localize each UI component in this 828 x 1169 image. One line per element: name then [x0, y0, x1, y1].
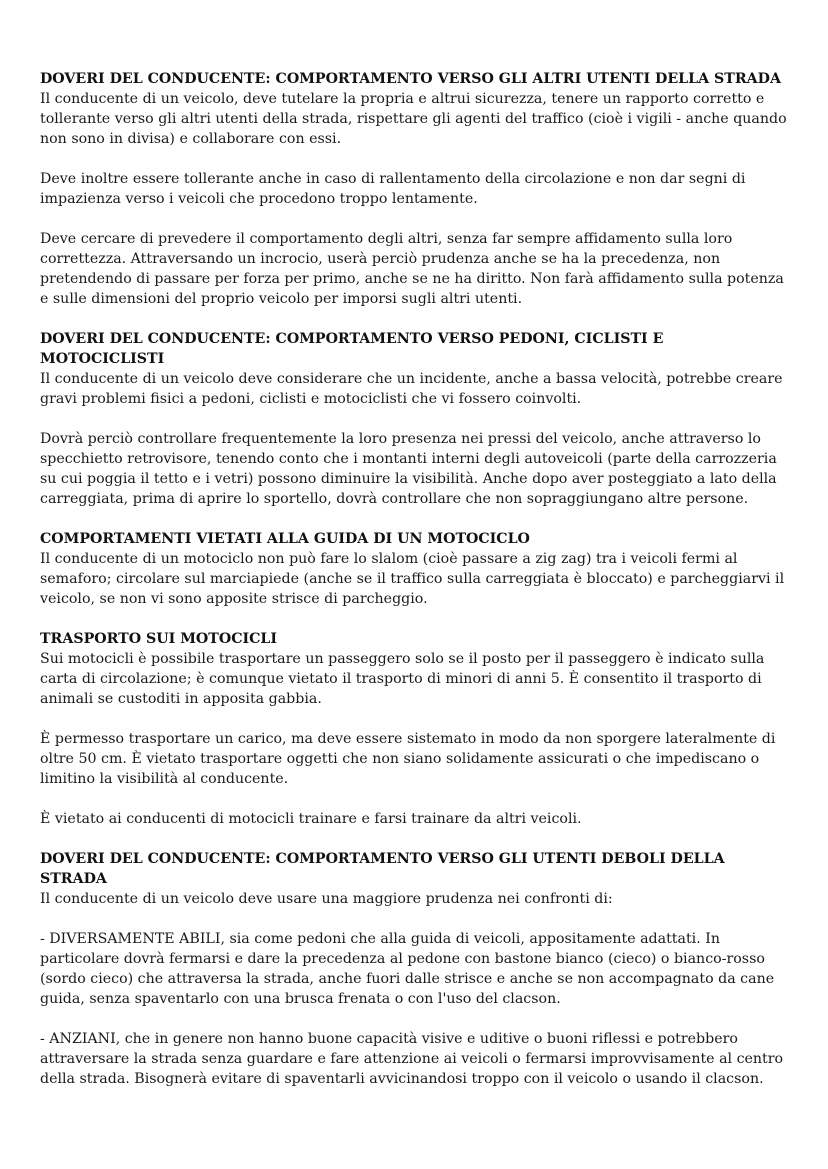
document-page [40, 69, 792, 1109]
section-heading: DOVERI DEL CONDUCENTE: COMPORTAMENTO VERSO GLI ALTRI UTENTI DELLA STRADA [40, 71, 781, 87]
section-heading: COMPORTAMENTI VIETATI ALLA GUIDA DI UN MOTOCICLO [40, 531, 530, 547]
paragraph: È permesso trasportare un carico, ma deve essere sistemato in modo da non sporgere lateralmente di oltre 50 cm. È vietato trasportare oggetti che non siano solidamente assicurati o che impediscano o limitino la visibilità al conducente. [40, 731, 776, 787]
section-pedoni-ciclisti [40, 329, 792, 509]
paragraph: Sui motocicli è possibile trasportare un passeggero solo se il posto per il passeggero è indicato sulla carta di circolazione; è comunque vietato il trasporto di minori di anni 5. È consentito il trasporto di animali se custoditi in apposita gabbia. [40, 651, 765, 707]
section-heading: DOVERI DEL CONDUCENTE: COMPORTAMENTO VERSO GLI UTENTI DEBOLI DELLA STRADA [40, 851, 725, 887]
section-trasporto-motocicli [40, 629, 792, 829]
paragraph: È vietato ai conducenti di motocicli trainare e farsi trainare da altri veicoli. [40, 811, 582, 827]
section-heading: TRASPORTO SUI MOTOCICLI [40, 631, 278, 647]
paragraph: - ANZIANI, che in genere non hanno buone capacità visive e uditive o buoni riflessi e potrebbero attraversare la strada senza guardare e fare attenzione ai veicoli o fermarsi improvvisamente al centro della strada. Bisognerà evitare di spaventarli avvicinandosi troppo con il veicolo o usando il clacson. [40, 1031, 784, 1087]
paragraph: Deve cercare di prevedere il comportamento degli altri, senza far sempre affidamento sulla loro correttezza. Attraversando un incrocio, userà perciò prudenza anche se ha la precedenza, non pretendendo di passare per forza per primo, anche se ne ha diritto. Non farà affidamento sulla potenza e sulle dimensioni del proprio veicolo per imporsi sugli altri utenti. [40, 231, 784, 307]
paragraph: Dovrà perciò controllare frequentemente la loro presenza nei pressi del veicolo, anche attraverso lo specchietto retrovisore, tenendo conto che i montanti interni degli autoveicoli (parte della carrozzeria su cui poggia il tetto e i vetri) possono diminuire la visibilità. Anche dopo aver posteggiato a lato della carreggiata, prima di aprire lo sportello, dovrà controllare che non sopraggiungano altre persone. [40, 431, 777, 507]
paragraph: Il conducente di un veicolo, deve tutelare la propria e altrui sicurezza, tenere un rapporto corretto e tollerante verso gli altri utenti della strada, rispettare gli agenti del traffico (cioè i vigili - anche quando non sono in divisa) e collaborare con essi. [40, 91, 787, 147]
section-comportamenti-vietati [40, 529, 792, 609]
section-altri-utenti [40, 69, 792, 309]
paragraph: Il conducente di un veicolo deve usare una maggiore prudenza nei confronti di: [40, 891, 613, 907]
paragraph: - DIVERSAMENTE ABILI, sia come pedoni che alla guida di veicoli, appositamente adattati. In particolare dovrà fermarsi e dare la precedenza al pedone con bastone bianco (cieco) o bianco-rosso (sordo cieco) che attraversa la strada, anche fuori dalle strisce e anche se non accompagnato da cane guida, senza spaventarlo con una brusca frenata o con l'uso del clacson. [40, 931, 775, 1007]
paragraph: Deve inoltre essere tollerante anche in caso di rallentamento della circolazione e non dar segni di impazienza verso i veicoli che procedono troppo lentamente. [40, 171, 746, 207]
section-utenti-deboli [40, 849, 792, 1089]
section-heading: DOVERI DEL CONDUCENTE: COMPORTAMENTO VERSO PEDONI, CICLISTI E MOTOCICLISTI [40, 331, 664, 367]
paragraph: Il conducente di un veicolo deve considerare che un incidente, anche a bassa velocità, potrebbe creare gravi problemi fisici a pedoni, ciclisti e motociclisti che vi fossero coinvolti. [40, 371, 783, 407]
paragraph: Il conducente di un motociclo non può fare lo slalom (cioè passare a zig zag) tra i veicoli fermi al semaforo; circolare sul marciapiede (anche se il traffico sulla carreggiata è bloccato) e parcheggiarvi il veicolo, se non vi sono apposite strisce di parcheggio. [40, 551, 785, 607]
